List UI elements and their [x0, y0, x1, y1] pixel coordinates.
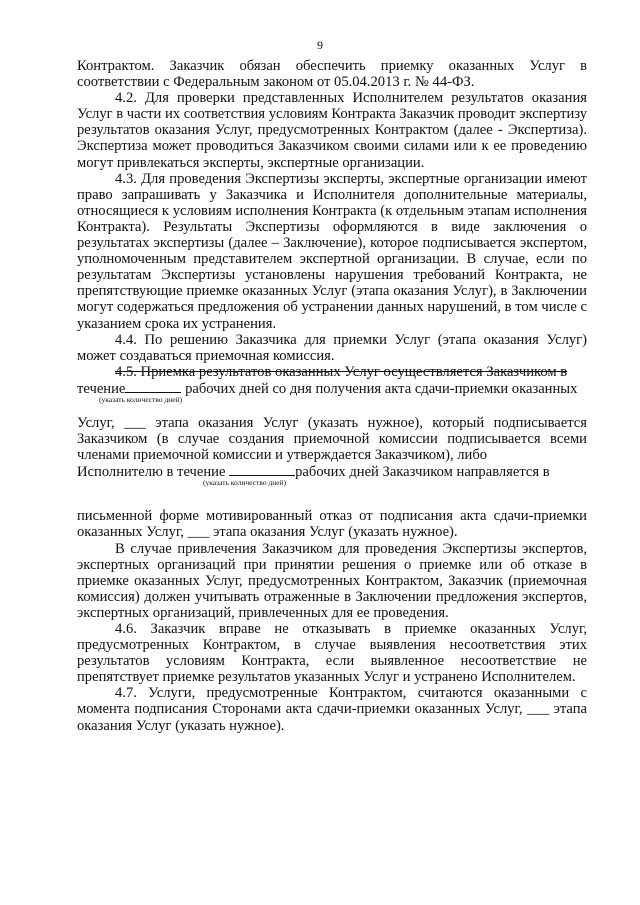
- paragraph-4-5-experts: В случае привлечения Заказчиком для проведения Экспертизы экспертов, экспертных организаций при принятии решения о приемке или об отказе в приемке оказанных Услуг, предусмотренных Контрактом, Заказчик (приемочная комиссия) должен учитывать отраженные в Заключении предложения экспертов, экспертных организаций, привлеченных для ее проведения.: [77, 540, 587, 621]
- paragraph-4-7: 4.7. Услуги, предусмотренные Контрактом, считаются оказанными с момента подписания Сторонами акта сдачи-приемки оказанных Услуг, ___ этапа оказания Услуг (указать нужное).: [77, 685, 587, 734]
- executor-suffix: рабочих дней Заказчиком направляется в: [295, 464, 550, 481]
- paragraph-4-5-block: Услуг, ___ этапа оказания Услуг (указать нужное), который подписывается Заказчиком (в случае создания приемочной комиссии подписывается всеми членами приемочной комиссии и утверждается Заказчиком), либо: [77, 414, 587, 464]
- paragraph-intro: Контрактом. Заказчик обязан обеспечить приемку оказанных Услуг в соответствии с Федеральным законом от 05.04.2013 г. № 44-ФЗ.: [77, 58, 587, 91]
- paragraph-4-4: 4.4. По решению Заказчика для приемки Услуг (этапа оказания Услуг) может создаваться приемочная комиссия.: [77, 331, 587, 364]
- executor-prefix: Исполнителю в течение: [77, 464, 226, 481]
- paragraph-4-5-struck: 4.5. Приемка результатов оказанных Услуг осуществляется Заказчиком в: [115, 363, 568, 380]
- days-hint-1: (указать количество дней): [99, 394, 183, 404]
- paragraph-4-3: 4.3. Для проведения Экспертизы эксперты, экспертные организации имеют право запрашивать у Заказчика и Исполнителя дополнительные материалы, относящиеся к условиям исполнения Контракта (к отдельным этапам исполнения Контракта). Результаты Экспертизы оформляются в виде заключения о результатах экспертизы (далее – Заключение), которое подписывается экспертом, уполномоченным представителем экспертной организации. В случае, если по результатам Экспертизы установлены нарушения требований Контракта, не препятствующие приемке оказанных Услуг (этапа оказания Услуг), в Заключении могут содержаться предложения об устранении данных нарушений, в том числе с указанием срока их устранения.: [77, 170, 587, 332]
- days-blank-2: [229, 463, 295, 476]
- paragraph-4-5-continued: письменной форме мотивированный отказ от подписания акта сдачи-приемки оказанных Услуг, ___ этапа оказания Услуг (указать нужное).: [77, 508, 587, 541]
- paragraph-4-2: 4.2. Для проверки представленных Исполнителем результатов оказания Услуг в части их соответствия условиям Контракта Заказчик проводит экспертизу результатов оказания Услуг, предусмотренных Контрактом (далее - Экспертиза). Экспертиза может проводиться Заказчиком своими силами или к ее проведению могут привлекаться эксперты, экспертные организации.: [77, 90, 588, 171]
- paragraph-4-6: 4.6. Заказчик вправе не отказывать в приемке оказанных Услуг, предусмотренных Контрактом, в случае выявления несоответствия этих результатов условиям Контракта, если выявленное несоответствие не препятствует приемке результатов указанных Услуг и устранено Исполнителем.: [77, 621, 587, 686]
- paragraph-4-5-line6: [77, 463, 587, 480]
- days-hint-2: (указать количество дней): [203, 478, 287, 488]
- days-blank-1: [125, 380, 181, 393]
- document-body: [77, 58, 587, 734]
- term-suffix: рабочих дней со дня получения акта сдачи-приемки оказанных: [185, 380, 578, 397]
- term-prefix: течение: [77, 380, 126, 397]
- page-number: 9: [317, 38, 323, 52]
